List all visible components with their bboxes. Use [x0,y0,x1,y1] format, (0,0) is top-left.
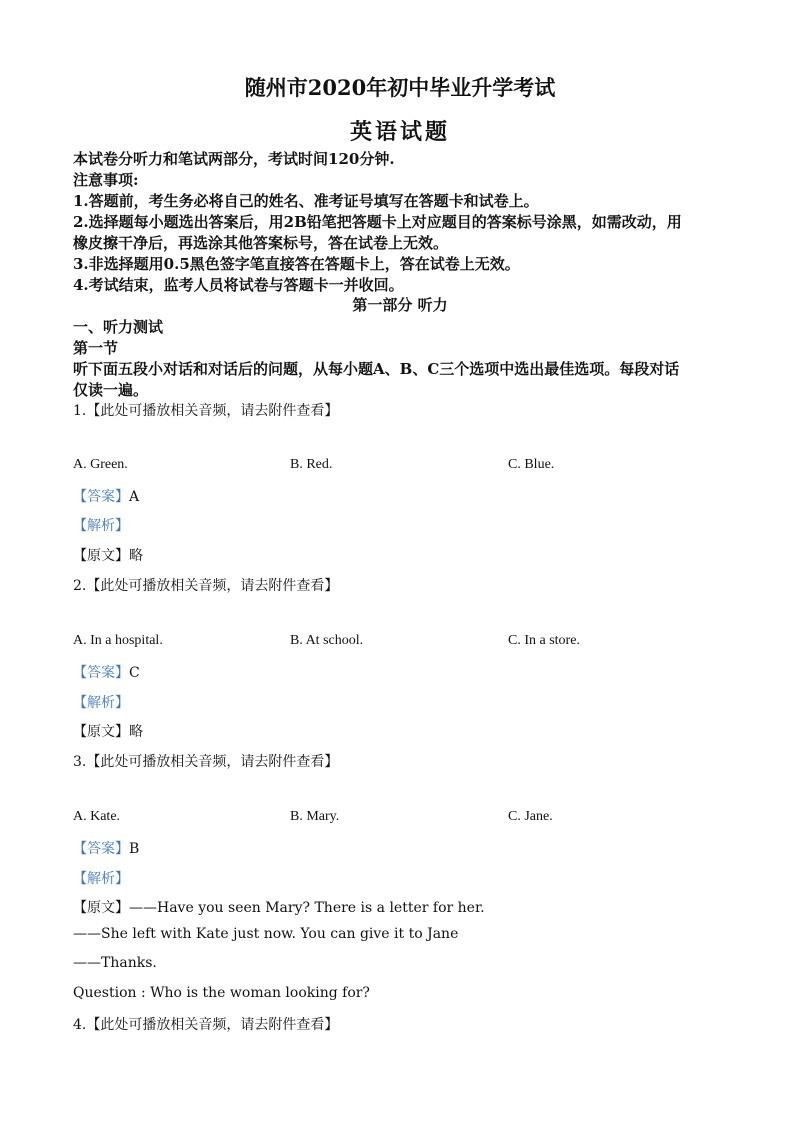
q1-option-a: A. Green. [73,457,128,472]
original-label: 【原文】 [73,724,129,740]
exam-title: 随州市2020年初中毕业升学考试 [244,75,556,100]
q3-answer-row [73,838,139,858]
note-3: 3.非选择题用0.5黑色签字笔直接答在答题卡上，答在试卷上无效。 [73,255,520,273]
q2-option-b: B. At school. [290,633,364,648]
part-title: 第一部分 听力 [352,296,448,314]
q3-answer: B [129,841,140,857]
answer-label: 【答案】 [73,841,129,857]
q2-original-row [73,721,143,741]
q3-analysis-label: 【解析】 [73,871,129,887]
q3-option-b: B. Mary. [290,809,340,824]
q1-original: 略 [129,548,143,564]
note-1: 1.答题前，考生务必将自己的姓名、准考证号填写在答题卡和试卷上。 [73,192,539,210]
answer-label: 【答案】 [73,665,129,681]
note-2: 2.选择题每小题选出答案后，用2B铅笔把答题卡上对应题目的答案标号涂黑，如需改动，用 [73,213,682,231]
q3-prompt: 3.【此处可播放相关音频，请去附件查看】 [73,754,339,770]
note-4: 4.考试结束，监考人员将试卷与答题卡一并收回。 [73,276,404,294]
q3-transcript-line-1: ——She left with Kate just now. You can give it to Jane [73,926,459,942]
q2-prompt: 2.【此处可播放相关音频，请去附件查看】 [73,578,339,594]
q1-option-c: C. Blue. [508,457,555,472]
q2-option-c: C. In a store. [508,633,580,648]
instructions-line-2: 仅读一遍。 [73,381,149,399]
q3-transcript-line-3: Question : Who is the woman looking for? [73,985,370,1001]
q1-prompt: 1.【此处可播放相关音频，请去附件查看】 [73,403,339,419]
section-subheading: 第一节 [73,339,119,357]
q2-analysis-label: 【解析】 [73,695,129,711]
q2-answer-row [73,662,140,682]
q1-option-b: B. Red. [290,457,333,472]
exam-subtitle: 英语试题 [349,119,450,145]
answer-label: 【答案】 [73,489,129,505]
q1-answer-row [73,486,139,506]
original-label: 【原文】 [73,548,129,564]
q1-answer: A [129,489,140,505]
q2-original: 略 [129,724,143,740]
q3-original: ——Have you seen Mary? There is a letter for her. [129,900,485,916]
exam-info: 本试卷分听力和笔试两部分，考试时间120分钟. [73,150,395,168]
q3-option-c: C. Jane. [508,809,553,824]
original-label: 【原文】 [73,900,129,916]
q2-option-a: A. In a hospital. [73,633,163,648]
q3-original-row [73,897,485,917]
q3-transcript-line-2: ——Thanks. [73,955,157,971]
note-2-cont: 橡皮擦干净后，再选涂其他答案标号，答在试卷上无效。 [73,234,449,252]
section-heading: 一、听力测试 [73,318,164,336]
q4-prompt: 4.【此处可播放相关音频，请去附件查看】 [73,1017,339,1033]
q3-option-a: A. Kate. [73,809,121,824]
notice-heading: 注意事项: [73,171,139,189]
q2-answer: C [129,665,140,681]
q1-analysis-label: 【解析】 [73,518,129,534]
instructions-line-1: 听下面五段小对话和对话后的问题，从每小题A、B、C三个选项中选出最佳选项。每段对话 [73,360,680,378]
q1-original-row [73,545,143,565]
